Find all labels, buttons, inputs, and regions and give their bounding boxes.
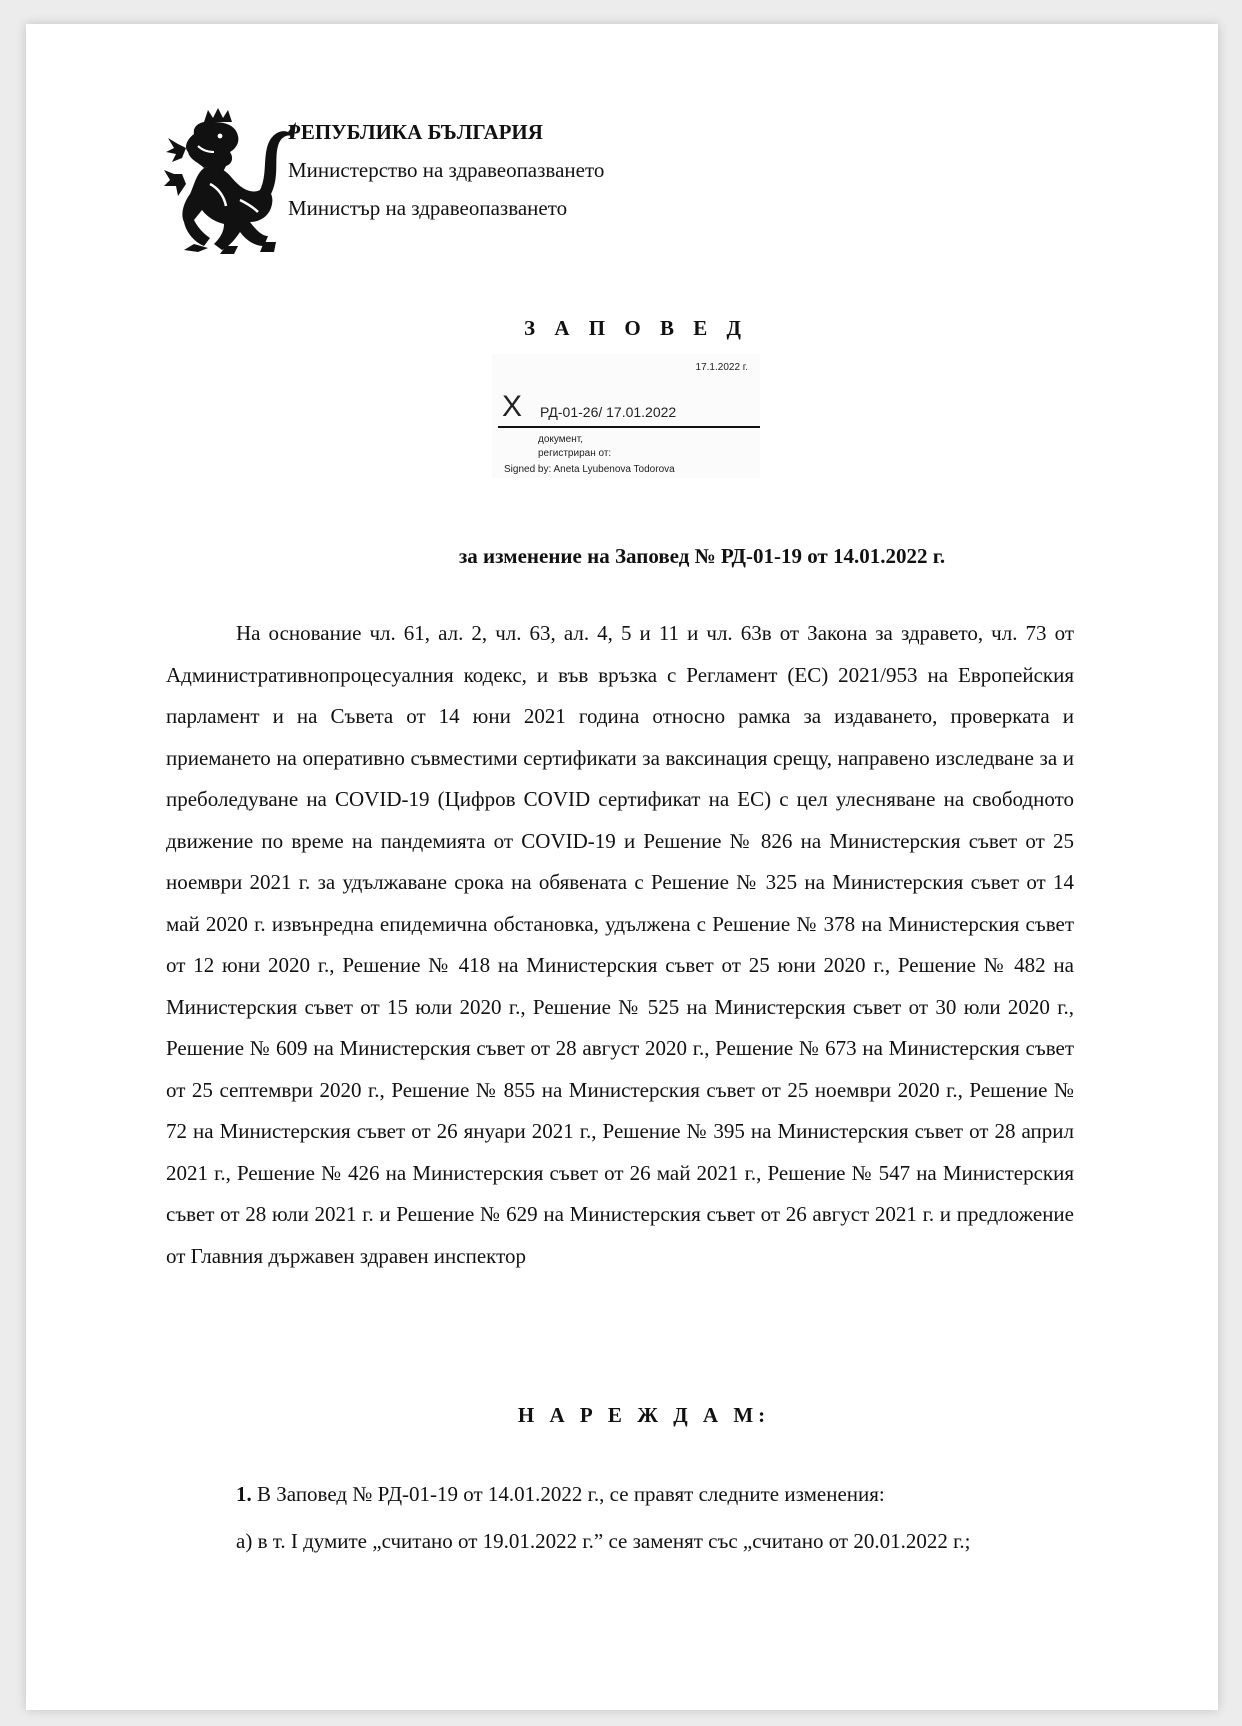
signed-by: Signed by: Aneta Lyubenova Todorova <box>504 464 675 475</box>
order-item-a: а) в т. I думите „считано от 19.01.2022 г.” се заменят със „считано от 20.01.2022 г.; <box>236 1529 971 1553</box>
ministry-name: Министерство на здравеопазването <box>288 158 605 182</box>
stamp-date: 17.1.2022 г. <box>695 362 748 373</box>
preamble-paragraph: На основание чл. 61, ал. 2, чл. 63, ал. 4, 5 и 11 и чл. 63в от Закона за здравето, чл. 73 от Административнопроцесуалния кодекс, и във връзка с Регламент (ЕС) 2021/953 на Европейския парламент и на Съвета от 14 юни 2021 година относно рамка за издаването, проверката и приемането на оперативно съвместими сертификати за ваксинация срещу, направено изследване за и преболедуване на COVID-19 (Цифров COVID сертификат на ЕС) с цел улесняване на свободното движение по време на пандемията от COVID-19 и Решение № 826 на Министерския съвет от 25 ноември 2021 г. за удължаване срока на обявената с Решение № 325 на Министерския съвет от 14 май 2020 г. извънредна епидемична обстановка, удължена с Решение № 378 на Министерския съвет от 12 юни 2020 г., Решение № 418 на Министерския съвет от 25 юни 2020 г., Решение № 482 на Министерския съвет от 15 юли 2020 г., Решение № 525 на Министерския съвет от 30 юли 2020 г., Решение № 609 на Министерския съвет от 28 август 2020 г., Решение № 673 на Министерския съвет от 25 септември 2020 г., Решение № 855 на Министерския съвет от 25 ноември 2020 г., Решение № 72 на Министерския съвет от 26 януари 2021 г., Решение № 395 на Министерския съвет от 28 април 2021 г., Решение № 426 на Министерския съвет от 26 май 2021 г., Решение № 547 на Министерския съвет от 28 юли 2021 г. и Решение № 629 на Министерския съвет от 26 август 2021 г. и предложение от Главния държавен здравен инспектор <box>166 621 1074 1268</box>
item-1-text: В Заповед № РД-01-19 от 14.01.2022 г., се правят следните изменения: <box>257 1482 885 1506</box>
stamp-label-1: документ, <box>538 434 583 445</box>
country-name: РЕПУБЛИКА БЪЛГАРИЯ <box>288 120 543 144</box>
stamp-label-2: регистриран от: <box>538 448 612 459</box>
document-subtitle: за изменение на Заповед № РД-01-19 от 14.01.2022 г. <box>458 544 946 568</box>
registration-number: РД-01-26/ 17.01.2022 <box>540 404 677 420</box>
document-page <box>26 24 1218 1710</box>
order-item-1 <box>236 1482 885 1507</box>
signature-mark: X <box>502 390 523 423</box>
document-title: З А П О В Е Д <box>524 316 748 340</box>
signature-line <box>498 426 760 428</box>
item-number: 1. <box>236 1482 252 1506</box>
minister-title: Министър на здравеопазването <box>288 196 568 220</box>
lion-emblem-icon <box>164 104 296 254</box>
order-heading: Н А Р Е Ж Д А М: <box>517 1403 771 1427</box>
electronic-signature-stamp <box>492 354 760 478</box>
